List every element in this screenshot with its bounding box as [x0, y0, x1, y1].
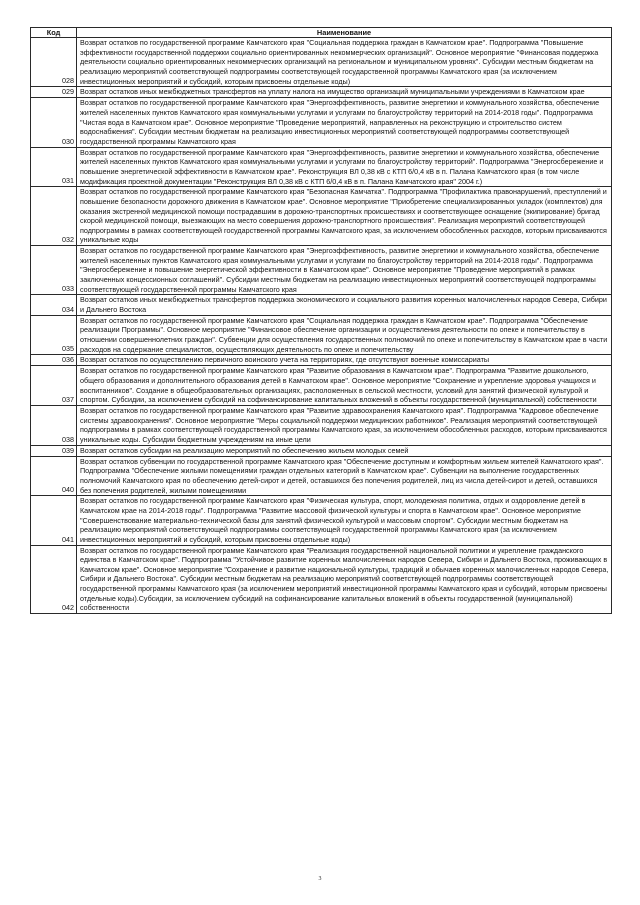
table-row — [31, 295, 612, 315]
header-code: Код — [31, 28, 77, 38]
table-row — [31, 405, 612, 445]
row-name: Возврат остатков иных межбюджетных трансфертов на уплату налога на имущество организаций муниципальными учреждениями в Камчатском крае — [77, 87, 612, 98]
row-code: 032 — [31, 187, 77, 246]
table-row — [31, 38, 612, 87]
table-row — [31, 366, 612, 406]
row-code: 033 — [31, 246, 77, 295]
table-row — [31, 246, 612, 295]
row-name: Возврат остатков субсидии на реализацию мероприятий по обеспечению жильем молодых семей — [77, 445, 612, 456]
row-code: 034 — [31, 295, 77, 315]
row-name: Возврат остатков по государственной программе Камчатского края "Социальная поддержка граждан в Камчатском крае". Подпрограмма "Повышение эффективности государственной поддержки социально ориентированных некоммерческих организаций". Основное мероприятие "Финансовая поддержка деятельности социально ориентированных некоммерческих организаций на региональном и муниципальном уровнях". Субсидии местным бюджетам на реализацию мероприятий соответствующей подпрограммы соответствующей государственной программы Камчатского края (за исключением инвестиционных мероприятий и субсидий, которым присвоены отдельные коды) — [77, 38, 612, 87]
row-code: 035 — [31, 315, 77, 355]
page-number: 3 — [318, 876, 322, 882]
row-name: Возврат остатков по государственной программе Камчатского края "Развитие здравоохранения Камчатского края". Подпрограмма "Кадровое обеспечение системы здравоохранения". Основное мероприятие "Меры социальной поддержки медицинских работников". Реализация мероприятий соответствующей подпрограммы в рамках соответствующей государственной программы Камчатского края, за исключением обособленных расходов, которым присваиваются уникальные коды. Субсидии бюджетным учреждениям на иные цели — [77, 405, 612, 445]
row-code: 038 — [31, 405, 77, 445]
table-row — [31, 445, 612, 456]
table-row — [31, 355, 612, 366]
row-code: 030 — [31, 98, 77, 147]
table-row — [31, 315, 612, 355]
row-name: Возврат остатков субвенции по государственной программе Камчатского края "Обеспечение доступным и комфортным жильем жителей Камчатского края". Подпрограмма "Обеспечение жилыми помещениями граждан отдельных категорий в Камчатском крае". Субвенции на выполнение государственных полномочий Камчатского края по обеспечению детей-сирот и детей, оставшихся без попечения родителей, лиц из числа детей-сирот и детей, оставшихся без попечения родителей, жилыми помещениями — [77, 456, 612, 496]
row-name: Возврат остатков по государственной программе Камчатского края "Развитие образования в Камчатском крае". Подпрограмма "Развитие дошкольного, общего образования и дополнительного образования детей в Камчатском крае". Основное мероприятие "Сохранение и укрепление здоровья учащихся и воспитанников". Создание в общеобразовательных организациях, расположенных в сельской местности, условий для занятий физической культурой и спортом. Субсидии, за исключением субсидий на софинансирование капитальных вложений в объекты государственной (муниципальной) собственности — [77, 366, 612, 406]
table-row — [31, 87, 612, 98]
row-name: Возврат остатков по государственной программе Камчатского края "Энергоэффективность, развитие энергетики и коммунального хозяйства, обеспечение жителей населенных пунктов Камчатского края коммунальными услугами и услугами по благоустройству территорий на 2014-2018 годы". Подпрограмма "Энергосбережение и повышение энергетической эффективности в Камчатском крае". Основное мероприятие "Проведение мероприятий в рамках заключенных концессионных соглашений". Субсидии местным бюджетам на реализацию инвестиционных мероприятий соответствующей подпрограммы соответствующей государственной программы Камчатского края — [77, 246, 612, 295]
table-row — [31, 496, 612, 545]
row-name: Возврат остатков по государственной программе Камчатского края "Энергоэффективность, развитие энергетики и коммунального хозяйства, обеспечение жителей населенных пунктов Камчатского края коммунальными услугами и услугами по благоустройству территорий на 2014-2018 годы". Подпрограмма "Чистая вода в Камчатском крае". Основное мероприятие "Проведение мероприятий, направленных на реконструкцию и строительство систем водоснабжения". Субсидии местным бюджетам на реализацию инвестиционных мероприятий соответствующей подпрограммы соответствующей государственной программы Камчатского края — [77, 98, 612, 147]
row-name: Возврат остатков по государственной программе Камчатского края "Безопасная Камчатка". Подпрограмма "Профилактика правонарушений, преступлений и повышение безопасности дорожного движения в Камчатском крае". Основное мероприятие "Приобретение специализированных укладок (комплектов) для оказания экстренной медицинской помощи пострадавшим в дорожно-транспортных происшествиях и соответствующее оснащение (экипирование) бригад скорой медицинской помощи, выезжающих на место совершения дорожно-транспортного происшествия". Реализация мероприятий соответствующей подпрограммы в рамках соответствующей государственной программы Камчатского края, за исключением обособленных расходов, которым присваиваются уникальные коды — [77, 187, 612, 246]
row-code: 036 — [31, 355, 77, 366]
row-name: Возврат остатков по государственной программе Камчатского края "Физическая культура, спорт, молодежная политика, отдых и оздоровление детей в Камчатском крае на 2014-2018 годы". Подпрограмма "Развитие массовой физической культуры и спорта в Камчатском крае". Основное мероприятие "Совершенствование материально-технической базы для занятий физической культурой и массовым спортом". Субсидии местным бюджетам на реализацию мероприятий соответствующей подпрограммы соответствующей государственной программы Камчатского края (за исключением инвестиционных мероприятий и субсидий, которым присвоены отдельные коды) — [77, 496, 612, 545]
table-header-row — [31, 28, 612, 38]
row-name: Возврат остатков иных межбюджетных трансфертов поддержка экономического и социального развития коренных малочисленных народов Севера, Сибири и Дальнего Востока — [77, 295, 612, 315]
row-name: Возврат остатков по государственной программе Камчатского края "Социальная поддержка граждан в Камчатском крае". Подпрограмма "Обеспечение реализации Программы". Основное мероприятие "Финансовое обеспечение организации и осуществления деятельности по опеке и попечительству в отношении совершеннолетних граждан". Субвенции для осуществления государственных полномочий по опеке и попечительству в Камчатском крае в части расходов на содержание специалистов, осуществляющих деятельность по опеке и попечительству — [77, 315, 612, 355]
table-body — [31, 38, 612, 614]
table-row — [31, 456, 612, 496]
table-row — [31, 98, 612, 147]
row-name: Возврат остатков по осуществлению первичного воинского учета на территориях, где отсутствуют военные комиссариаты — [77, 355, 612, 366]
row-code: 040 — [31, 456, 77, 496]
row-code: 028 — [31, 38, 77, 87]
table-row — [31, 187, 612, 246]
header-name: Наименование — [77, 28, 612, 38]
row-code: 039 — [31, 445, 77, 456]
row-name: Возврат остатков по государственной программе Камчатского края "Энергоэффективность, развитие энергетики и коммунального хозяйства, обеспечение жителей населенных пунктов Камчатского края коммунальными услугами и услугами по благоустройству территорий". Подпрограмма "Энергосбережение и повышение энергетической эффективности в Камчатском крае". Реконструкция ВЛ 0,38 кВ с КТП 6/0,4 кВ в п. Палана Камчатского края (в том числе модификация проектной документации "Реконструкция ВЛ 0,38 кВ с КТП 6/0,4 кВ в п. Палана Камчатского края" 2004 г.) — [77, 147, 612, 187]
row-code: 041 — [31, 496, 77, 545]
table-row — [31, 545, 612, 614]
table-row — [31, 147, 612, 187]
budget-codes-table — [30, 27, 612, 614]
row-code: 037 — [31, 366, 77, 406]
row-code: 031 — [31, 147, 77, 187]
row-name: Возврат остатков по государственной программе Камчатского края "Реализация государственной национальной политики и укрепление гражданского единства в Камчатском крае". Подпрограмма "Устойчивое развитие коренных малочисленных народов Севера, Сибири и Дальнего Востока, проживающих в Камчатском крае". Основное мероприятие "Сохранение и развитие национальной культуры, традиций и обычаев коренных малочисленных народов Севера, Сибири и Дальнего Востока". Субсидии местным бюджетам на реализацию мероприятий соответствующей подпрограммы соответствующей государственной программы Камчатского края (за исключением мероприятий инвестиционной программы Камчатского края и субсидий, которым присвоены отдельные коды).Субсидии, за исключением субсидий на софинансирование капитальных вложений в объекты государственной (муниципальной) собственности — [77, 545, 612, 614]
row-code: 029 — [31, 87, 77, 98]
row-code: 042 — [31, 545, 77, 614]
